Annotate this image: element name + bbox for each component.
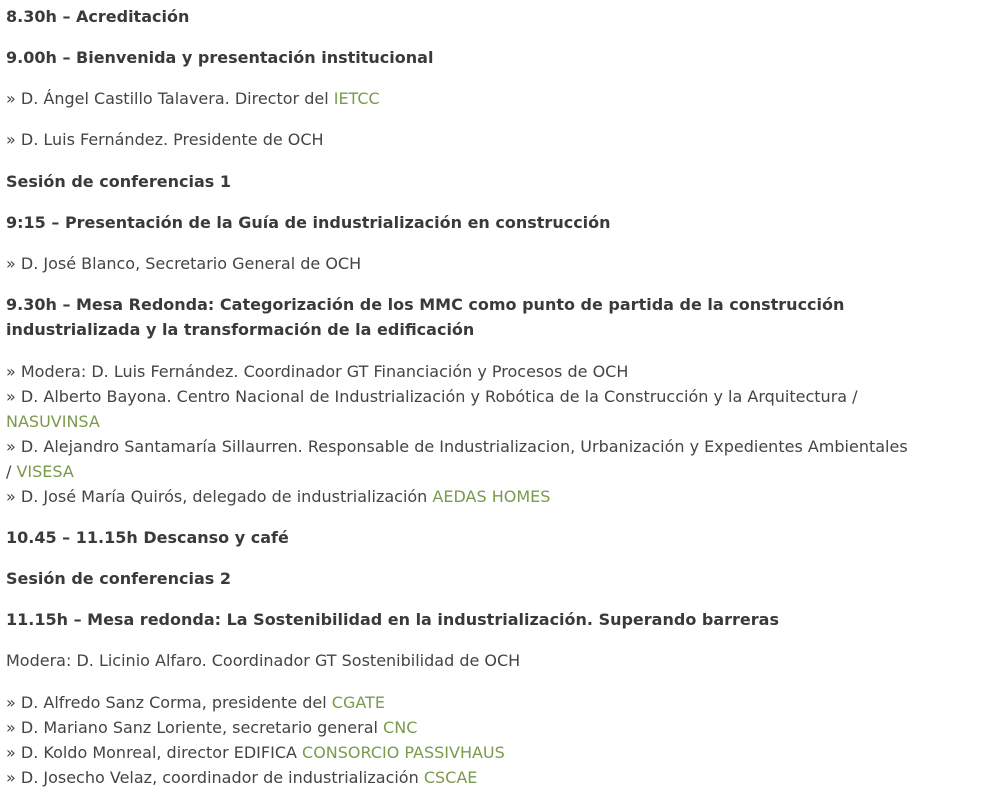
speaker-velaz bbox=[6, 765, 978, 790]
guia-heading: 9:15 – Presentación de la Guía de industrialización en construcción bbox=[6, 213, 611, 232]
moderator-alfaro: Modera: D. Licinio Alfaro. Coordinador GT Sostenibilidad de OCH bbox=[6, 651, 521, 670]
ietcc-link[interactable]: IETCC bbox=[333, 89, 380, 108]
visesa-link[interactable]: VISESA bbox=[16, 462, 74, 481]
speaker-fernandez: » D. Luis Fernández. Presidente de OCH bbox=[6, 130, 324, 149]
consorcio-passivhaus-link[interactable]: CONSORCIO PASSIVHAUS bbox=[302, 743, 505, 762]
mesa-redonda-1-heading: 9.30h – Mesa Redonda: Categorización de los MMC como punto de partida de la construcción industrializada y la transformación de la edificación bbox=[6, 295, 845, 339]
speaker-castillo bbox=[6, 86, 978, 111]
moderator-fernandez: » Modera: D. Luis Fernández. Coordinador GT Financiación y Procesos de OCH bbox=[6, 362, 629, 381]
speaker-monreal bbox=[6, 740, 978, 765]
cnc-link[interactable]: CNC bbox=[383, 718, 418, 737]
speaker-blanco: » D. José Blanco, Secretario General de OCH bbox=[6, 254, 362, 273]
sesion-2-heading: Sesión de conferencias 2 bbox=[6, 569, 232, 588]
acreditacion-line: 8.30h – Acreditación bbox=[6, 7, 190, 26]
mesa-redonda-2-heading: 11.15h – Mesa redonda: La Sostenibilidad en la industrialización. Superando barreras bbox=[6, 610, 779, 629]
bienvenida-heading: 9.00h – Bienvenida y presentación institucional bbox=[6, 48, 434, 67]
cgate-link[interactable]: CGATE bbox=[331, 693, 385, 712]
visesa-line bbox=[6, 459, 978, 484]
nasuvinsa-link[interactable]: NASUVINSA bbox=[6, 412, 100, 431]
speaker-sanz-loriente bbox=[6, 715, 978, 740]
speaker-santamaria: » D. Alejandro Santamaría Sillaurren. Responsable de Industrializacion, Urbanización y Expedientes Ambientales bbox=[6, 437, 908, 456]
aedas-homes-link[interactable]: AEDAS HOMES bbox=[432, 487, 551, 506]
speaker-sanz-corma-text: » D. Alfredo Sanz Corma, presidente del bbox=[6, 693, 332, 712]
visesa-prefix: / bbox=[6, 462, 17, 481]
speaker-quiros bbox=[6, 484, 978, 509]
speaker-sanz-loriente-text: » D. Mariano Sanz Loriente, secretario general bbox=[6, 718, 384, 737]
speaker-sanz-corma bbox=[6, 690, 978, 715]
cscae-link[interactable]: CSCAE bbox=[423, 768, 478, 787]
descanso-heading: 10.45 – 11.15h Descanso y café bbox=[6, 528, 289, 547]
speaker-quiros-text: » D. José María Quirós, delegado de industrialización bbox=[6, 487, 433, 506]
nasuvinsa-line bbox=[6, 409, 978, 434]
sesion-1-heading: Sesión de conferencias 1 bbox=[6, 172, 232, 191]
speaker-castillo-text: » D. Ángel Castillo Talavera. Director del bbox=[6, 89, 334, 108]
speaker-monreal-text: » D. Koldo Monreal, director EDIFICA bbox=[6, 743, 303, 762]
speaker-bayona: » D. Alberto Bayona. Centro Nacional de Industrialización y Robótica de la Construcción y la Arquitectura / bbox=[6, 387, 858, 406]
speaker-velaz-text: » D. Josecho Velaz, coordinador de industrialización bbox=[6, 768, 424, 787]
